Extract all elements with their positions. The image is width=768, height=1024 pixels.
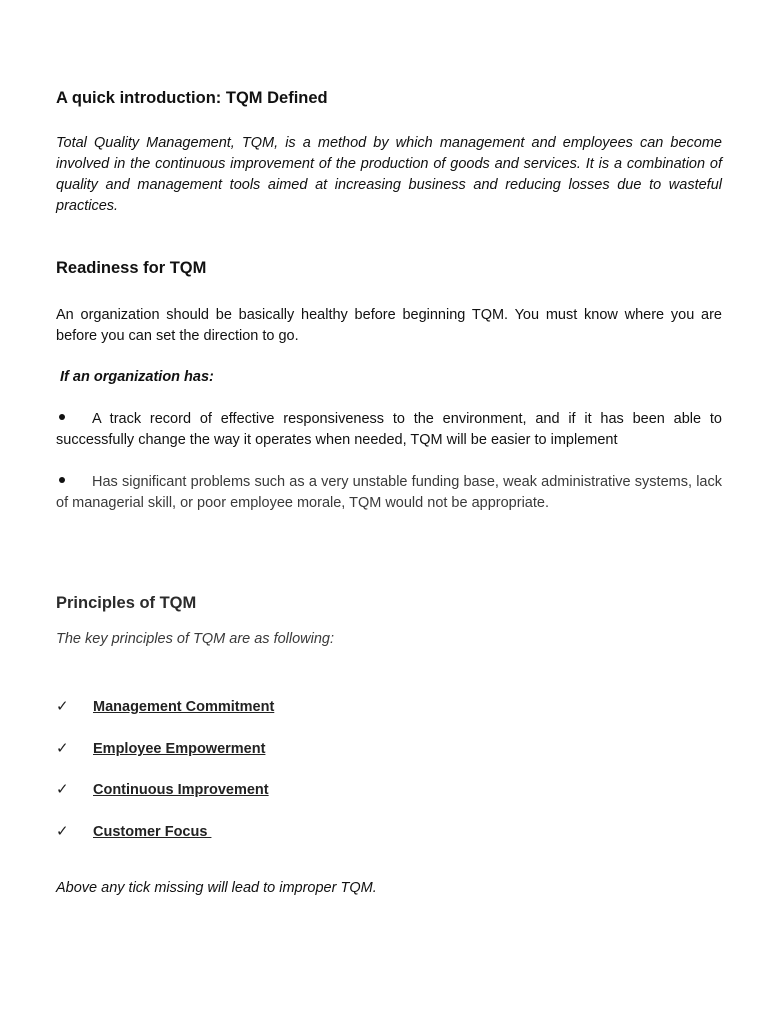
lead-in-text: If an organization has: xyxy=(60,369,214,385)
bullet-icon xyxy=(56,472,92,493)
checklist-label: Continuous Improvement xyxy=(93,782,269,798)
heading-readiness: Readiness for TQM xyxy=(56,259,207,277)
bullet-text-1: A track record of effective responsiveness to the environment, and if it has been able to successfully change the way it operates when needed, TQM will be easier to implement xyxy=(56,411,722,448)
paragraph-tqm-definition: Total Quality Management, TQM, is a method by which management and employees can become involved in the continuous improvement of the production of goods and services. It is a combination of quality and management tools aimed at increasing business and reducing losses due to wasteful practices. xyxy=(56,135,722,214)
checkmark-icon: ✓ xyxy=(56,780,69,798)
principles-intro: The key principles of TQM are as following: xyxy=(56,631,335,647)
checkmark-icon: ✓ xyxy=(56,697,69,715)
checklist-label: Management Commitment xyxy=(93,699,275,715)
heading-tqm-defined: A quick introduction: TQM Defined xyxy=(56,89,328,107)
bullet-text-2: Has significant problems such as a very unstable funding base, weak administrative systems, lack of managerial skill, or poor employee morale, TQM would not be appropriate. xyxy=(56,474,722,511)
checklist-label: Customer Focus xyxy=(93,824,212,840)
heading-principles: Principles of TQM xyxy=(56,594,197,612)
checkmark-icon: ✓ xyxy=(56,739,69,757)
closing-sentence: Above any tick missing will lead to improper TQM. xyxy=(56,880,377,896)
checklist-label: Employee Empowerment xyxy=(93,741,266,757)
bullet-item-1 xyxy=(56,409,722,451)
bullet-item-2 xyxy=(56,472,722,514)
bullet-icon xyxy=(56,409,92,430)
paragraph-readiness: An organization should be basically healthy before beginning TQM. You must know where you are before you can set the direction to go. xyxy=(56,307,722,344)
checkmark-icon: ✓ xyxy=(56,822,69,840)
